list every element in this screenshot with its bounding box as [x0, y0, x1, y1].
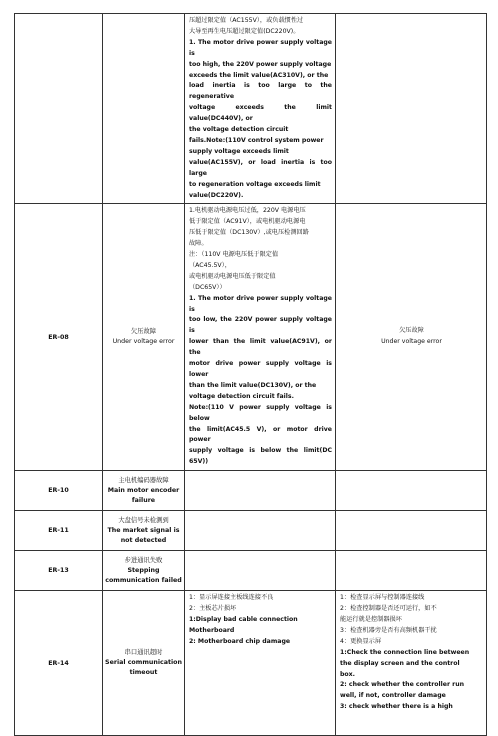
error-name-en: Stepping communication failed — [105, 566, 182, 584]
text-line: 1：检查显示屏与控制器连接线 — [340, 594, 425, 602]
text-line: 2: check whether the controller run — [340, 681, 465, 689]
error-name-zh: 步进通讯失败 — [124, 556, 163, 564]
error-solution-cell — [336, 471, 487, 511]
text-line: too high, the 220V power supply voltage — [189, 60, 332, 68]
error-code-cell — [15, 204, 103, 471]
text-line: 能运行就是控制器损坏 — [340, 615, 402, 623]
text-line: supply voltage exceeds limit — [189, 147, 289, 155]
text-line: 或电机驱动电源电压低于限定值 — [189, 272, 276, 280]
error-code-cell — [15, 551, 103, 591]
text-line: 3：检查机器旁是否有高频机器干扰 — [340, 626, 437, 634]
text-line: lower than the limit value(AC91V), or the — [189, 338, 332, 357]
error-reason-cell — [185, 591, 336, 736]
table-row — [15, 511, 487, 551]
error-code: ER-13 — [48, 567, 69, 575]
error-name-cell — [103, 551, 185, 591]
table-row — [15, 14, 487, 204]
text-line: 1.电机驱动电源电压过低，220V 电源电压 — [189, 207, 306, 215]
error-reason-cell — [185, 14, 336, 204]
error-solution-cell — [336, 511, 487, 551]
text-line: fails.Note:(110V control system power — [189, 136, 324, 144]
error-name-cell — [103, 471, 185, 511]
text-line: 1：显示屏连接主板线连接不良 — [189, 594, 274, 602]
text-line: 4：更换显示屏 — [340, 637, 382, 645]
text-line: load inertia is too large to the regenerative — [189, 82, 332, 101]
text-line: voltage detection circuit fails. — [189, 392, 294, 400]
error-name-zh: 欠压故障 — [130, 328, 157, 336]
error-table-body — [15, 14, 487, 736]
text-line: 压低于限定值（DC130V）,或电压检测回路 — [189, 229, 309, 237]
error-name-zh: 主电机编码器故障 — [118, 476, 169, 484]
text-line: the voltage detection circuit — [189, 126, 289, 134]
table-row — [15, 551, 487, 591]
text-line: 3: check whether there is a high — [340, 703, 453, 711]
text-line: 压超过限定值（AC155V），或负载惯性过 — [189, 17, 304, 24]
text-line: 2：检查控制器是否还可运行，如不 — [340, 605, 437, 613]
text-line: to regeneration voltage exceeds limit — [189, 180, 321, 188]
text-line: 故障。 — [189, 240, 208, 248]
error-solution-cell — [336, 204, 487, 471]
text-line: 1. The motor drive power supply voltage is — [189, 38, 332, 57]
text-line: exceeds the limit value(AC310V), or the — [189, 71, 329, 79]
text-line: 低于限定值（AC91V），或电机驱动电源电 — [189, 218, 306, 226]
error-name-cell — [103, 204, 185, 471]
error-name-cell — [103, 511, 185, 551]
error-code-cell — [15, 591, 103, 736]
solution-en: Under voltage error — [381, 338, 442, 346]
text-line: box. — [340, 670, 356, 678]
text-line: than the limit value(DC130V), or the — [189, 381, 317, 389]
text-line: 2：主板芯片损坏 — [189, 605, 237, 613]
text-line: 1:Display bad cable connection — [189, 615, 298, 623]
text-line: value(AC155V), or load inertia is too large — [189, 158, 332, 177]
error-solution-cell — [336, 551, 487, 591]
text-line: the display screen and the control — [340, 659, 460, 667]
error-code-cell — [15, 511, 103, 551]
text-line: value(DC220V). — [189, 191, 244, 199]
error-name-cell — [103, 591, 185, 736]
text-line: well, if not, controller damage — [340, 692, 446, 700]
error-code: ER-11 — [48, 527, 69, 535]
text-line: 2: Motherboard chip damage — [189, 637, 291, 645]
error-code-cell — [15, 471, 103, 511]
solution-zh: 欠压故障 — [399, 327, 424, 335]
text-line: Motherboard — [189, 626, 235, 634]
error-code-table — [14, 13, 487, 736]
text-line: （AC45.5V）， — [189, 261, 231, 269]
error-code: ER-10 — [48, 487, 69, 495]
error-name-en: The market signal is not detected — [107, 526, 180, 544]
error-name-zh: 串口通讯超时 — [124, 649, 163, 657]
error-solution-cell — [336, 591, 487, 736]
error-code: ER-08 — [48, 333, 69, 341]
error-name-cell — [103, 14, 185, 204]
error-name-zh: 大盘信号未检测到 — [118, 516, 169, 524]
text-line: voltage exceeds the limit value(DC440V), or — [189, 104, 332, 123]
error-code: ER-14 — [48, 659, 69, 667]
text-line: supply voltage is below the limit(DC 65V)) — [189, 447, 332, 466]
text-line: 1. The motor drive power supply voltage is — [189, 294, 332, 313]
text-line: too low, the 220V power supply voltage is — [189, 316, 332, 335]
table-row — [15, 204, 487, 471]
error-name-en: Serial communication timeout — [105, 659, 182, 677]
text-line: （DC65V）） — [189, 283, 226, 291]
error-name-en: Under voltage error — [112, 338, 175, 346]
error-solution-cell — [336, 14, 487, 204]
text-line: the limit(AC45.5 V), or motor drive power — [189, 425, 332, 444]
text-line: Note:(110 V power supply voltage is below — [189, 403, 332, 422]
text-line: 1:Check the connection line between — [340, 648, 470, 656]
text-line: motor drive power supply voltage is lower — [189, 360, 332, 378]
text-line: 大导至再生电压超过限定值(DC220V)。 — [189, 27, 300, 35]
error-reason-cell — [185, 511, 336, 551]
table-row — [15, 471, 487, 511]
error-name-en: Main motor encoder failure — [107, 486, 180, 504]
error-reason-cell — [185, 204, 336, 471]
error-code-cell — [15, 14, 103, 204]
error-reason-cell — [185, 471, 336, 511]
text-line: 注：（110V 电源电压低于限定值 — [189, 251, 279, 259]
error-reason-cell — [185, 551, 336, 591]
table-row — [15, 591, 487, 736]
